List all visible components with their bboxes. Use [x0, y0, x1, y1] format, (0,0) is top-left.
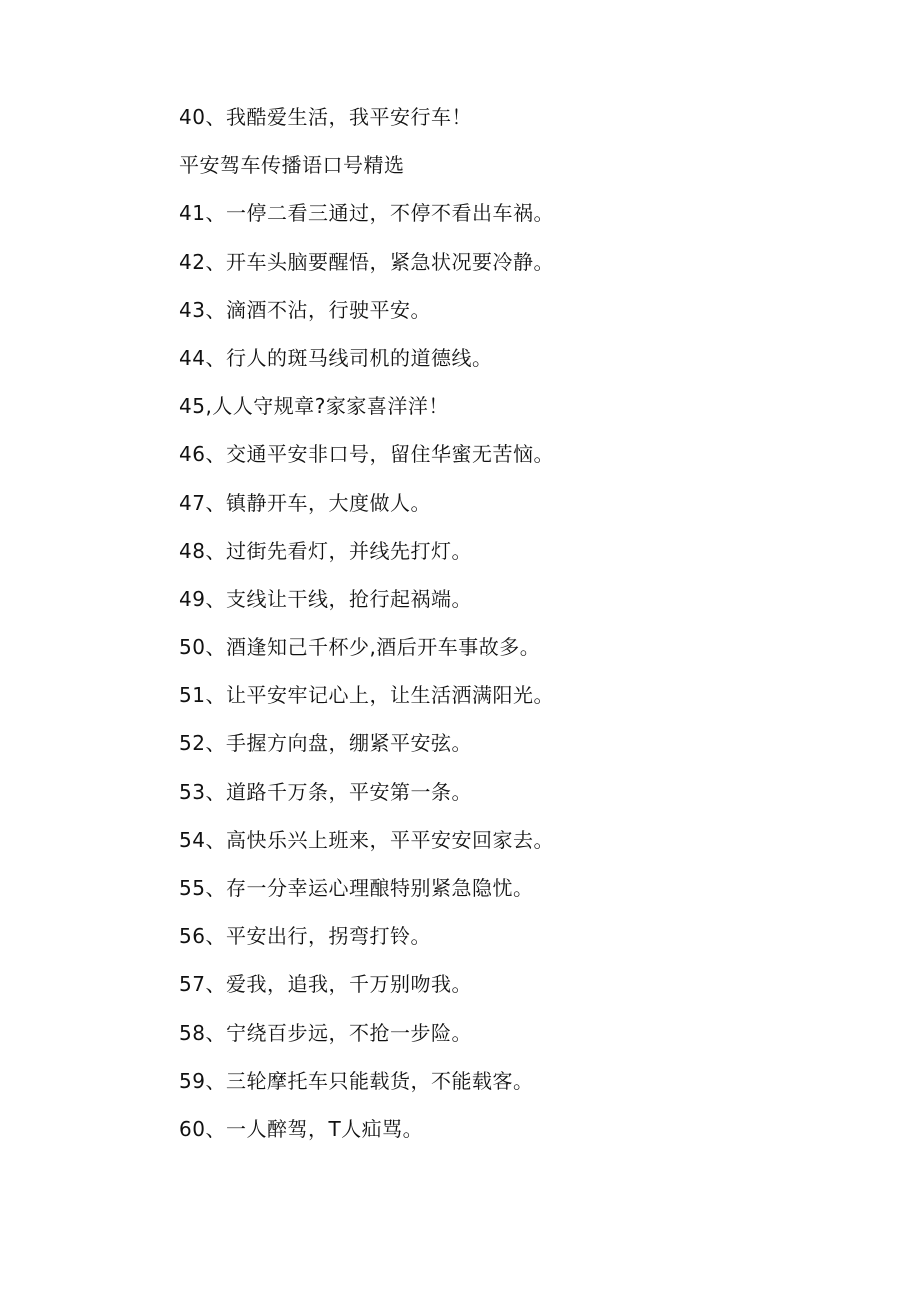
slogan-line: 43、滴酒不沾，行驶平安。	[179, 297, 431, 322]
slogan-line: 56、平安出行，拐弯打铃。	[179, 924, 431, 949]
slogan-line: 51、让平安牢记心上，让生活洒满阳光。	[179, 683, 554, 708]
slogan-line: 47、镇静开车，大度做人。	[179, 490, 431, 515]
slogan-line: 49、支线让干线，抢行起祸端。	[179, 586, 472, 611]
slogan-line: 40、我酷爱生活，我平安行车！	[179, 105, 472, 129]
slogan-line: 50、酒逢知己千杯少,酒后开车事故多。	[179, 635, 541, 660]
slogan-line: 59、三轮摩托车只能载货，不能载客。	[179, 1068, 534, 1093]
slogan-line: 48、过街先看灯，并线先打灯。	[179, 538, 472, 563]
slogan-line: 60、一人醉驾，T人疝骂。	[179, 1116, 424, 1141]
slogan-line: 57、爱我，追我，千万别吻我。	[179, 972, 472, 997]
slogan-line: 44、行人的斑马线司机的道德线。	[179, 345, 493, 370]
section-heading: 平安驾车传播语口号精选	[179, 153, 405, 178]
slogan-line: 42、开车头脑要醒悟，紧急状况要冷静。	[179, 249, 554, 274]
slogan-line: 45,人人守规章?家家喜洋洋！	[179, 394, 449, 419]
slogan-line: 52、手握方向盘，绷紧平安弦。	[179, 731, 472, 756]
slogan-line: 46、交通平安非口号，留住华蜜无苦恼。	[179, 442, 554, 467]
slogan-line: 55、存一分幸运心理酿特别紧急隐忧。	[179, 876, 534, 900]
slogan-line: 54、高快乐兴上班来，平平安安回家去。	[179, 827, 554, 852]
slogan-line: 41、一停二看三通过，不停不看出车祸。	[179, 201, 554, 226]
slogan-list	[179, 99, 554, 1159]
slogan-line: 53、道路千万条，平安第一条。	[179, 779, 472, 804]
slogan-line: 58、宁绕百步远，不抢一步险。	[179, 1020, 472, 1045]
